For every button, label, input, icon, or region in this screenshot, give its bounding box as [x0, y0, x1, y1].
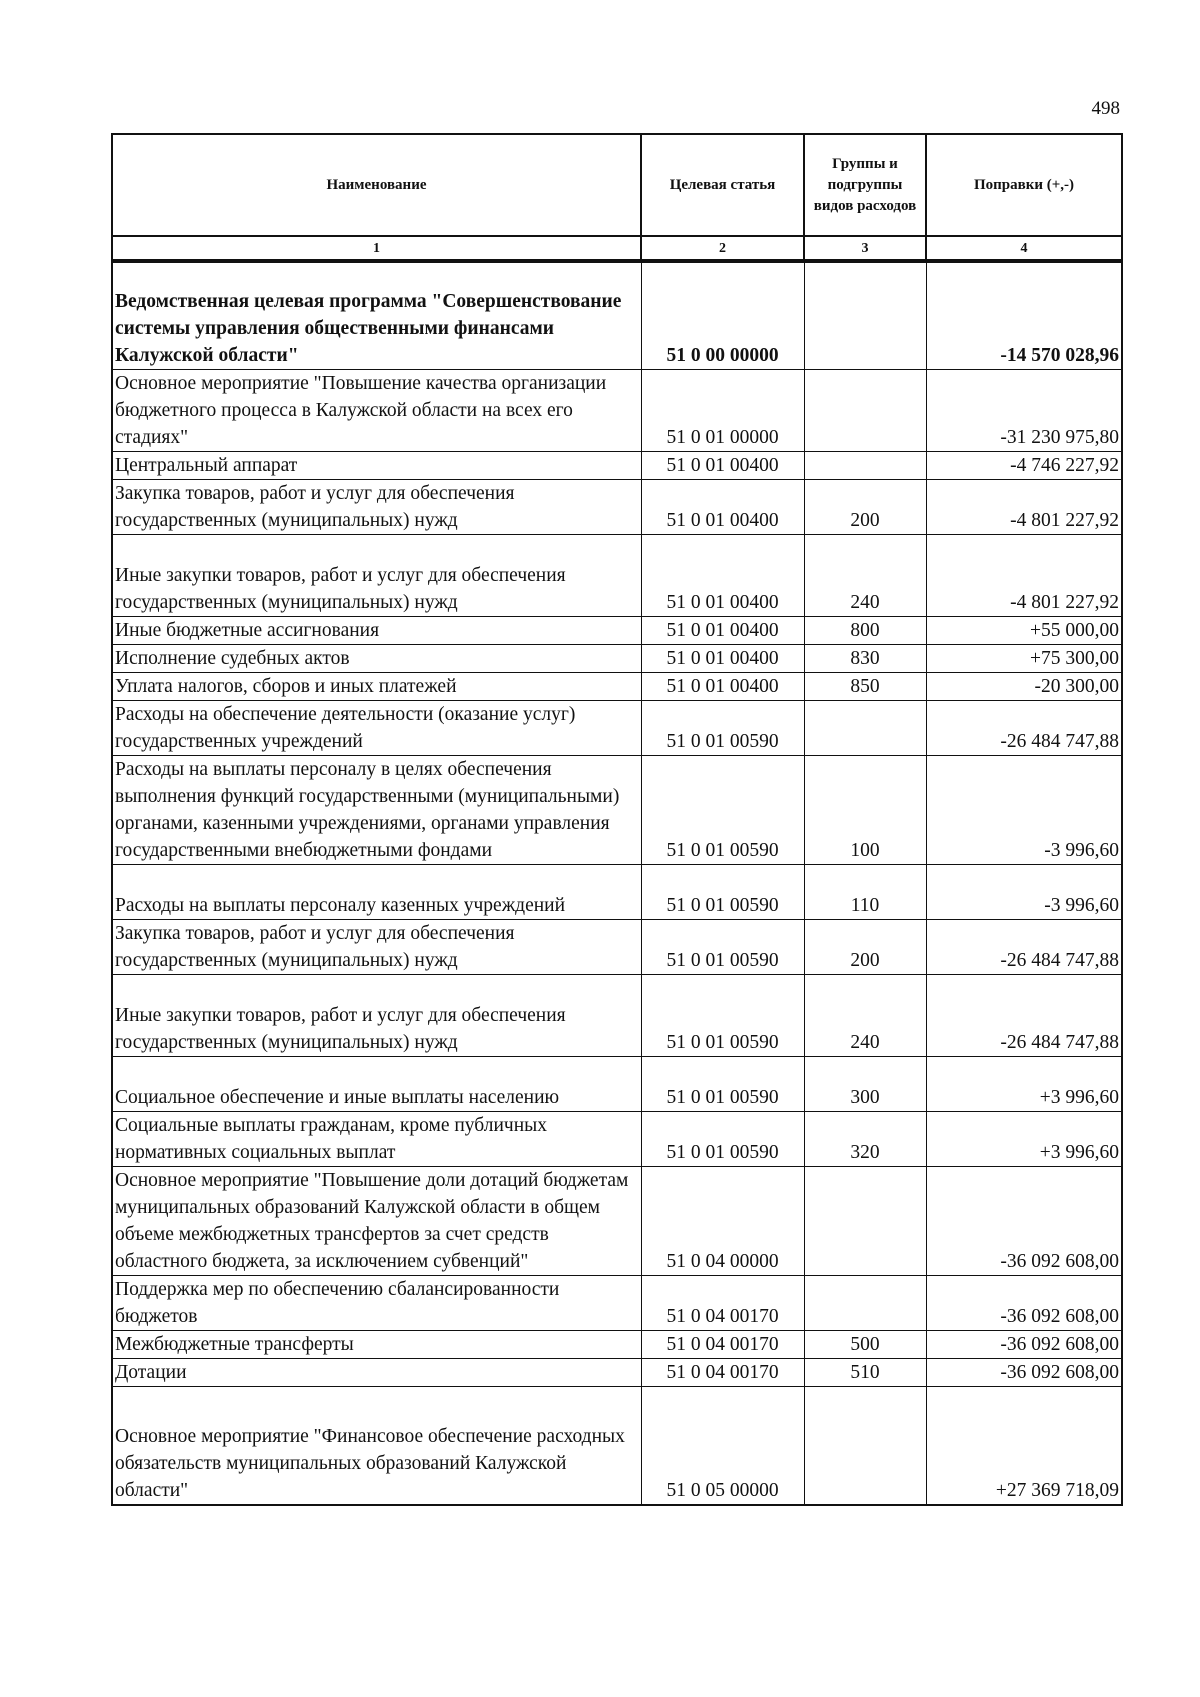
row-name: Иные закупки товаров, работ и услуг для обеспечения государственных (муниципальных) нужд: [112, 535, 641, 617]
row-amendment-amount: -26 484 747,88: [926, 975, 1122, 1057]
row-amendment-amount: +75 300,00: [926, 645, 1122, 673]
row-name: Уплата налогов, сборов и иных платежей: [112, 673, 641, 701]
header-target-article: Целевая статья: [641, 134, 804, 236]
table-row: [112, 920, 1122, 975]
column-index-1: 1: [112, 236, 641, 261]
row-expense-group: 110: [804, 865, 926, 920]
table-row: [112, 1112, 1122, 1167]
table-row: [112, 452, 1122, 480]
row-target-article: 51 0 01 00400: [641, 617, 804, 645]
table-row: [112, 1057, 1122, 1112]
row-target-article: 51 0 01 00590: [641, 1112, 804, 1167]
table-row: [112, 975, 1122, 1057]
row-target-article: 51 0 04 00170: [641, 1359, 804, 1387]
table-row: [112, 1387, 1122, 1506]
row-name: Основное мероприятие "Повышение доли дотаций бюджетам муниципальных образований Калужской области в общем объеме межбюджетных трансфертов за счет средств областного бюджета, за исключением субвенций": [112, 1167, 641, 1276]
row-expense-group: [804, 1167, 926, 1276]
row-name: Межбюджетные трансферты: [112, 1331, 641, 1359]
row-amendment-amount: -26 484 747,88: [926, 920, 1122, 975]
column-index-2: 2: [641, 236, 804, 261]
column-index-3: 3: [804, 236, 926, 261]
row-name: Центральный аппарат: [112, 452, 641, 480]
row-target-article: 51 0 01 00400: [641, 452, 804, 480]
row-amendment-amount: -31 230 975,80: [926, 370, 1122, 452]
row-amendment-amount: -4 801 227,92: [926, 535, 1122, 617]
row-target-article: 51 0 04 00000: [641, 1167, 804, 1276]
row-name: Основное мероприятие "Финансовое обеспечение расходных обязательств муниципальных образований Калужской области": [112, 1387, 641, 1506]
row-amendment-amount: +3 996,60: [926, 1112, 1122, 1167]
table-row: [112, 645, 1122, 673]
row-name: Поддержка мер по обеспечению сбалансированности бюджетов: [112, 1276, 641, 1331]
table-row: [112, 1276, 1122, 1331]
row-amendment-amount: -14 570 028,96: [926, 261, 1122, 370]
row-amendment-amount: -3 996,60: [926, 865, 1122, 920]
row-target-article: 51 0 01 00590: [641, 920, 804, 975]
table-row: [112, 1359, 1122, 1387]
budget-amendments-table: [111, 133, 1123, 1506]
table-row: [112, 480, 1122, 535]
table-row: [112, 617, 1122, 645]
table-row: [112, 370, 1122, 452]
row-expense-group: 200: [804, 920, 926, 975]
row-expense-group: 240: [804, 975, 926, 1057]
row-target-article: 51 0 00 00000: [641, 261, 804, 370]
row-expense-group: [804, 1276, 926, 1331]
row-target-article: 51 0 01 00000: [641, 370, 804, 452]
table-row: [112, 756, 1122, 865]
row-amendment-amount: -3 996,60: [926, 756, 1122, 865]
row-target-article: 51 0 04 00170: [641, 1276, 804, 1331]
row-expense-group: [804, 261, 926, 370]
row-expense-group: 510: [804, 1359, 926, 1387]
row-target-article: 51 0 01 00590: [641, 1057, 804, 1112]
table-row: [112, 865, 1122, 920]
row-expense-group: 850: [804, 673, 926, 701]
page-number: 498: [1091, 98, 1120, 119]
row-name: Иные бюджетные ассигнования: [112, 617, 641, 645]
table-body: [112, 261, 1122, 1505]
row-target-article: 51 0 04 00170: [641, 1331, 804, 1359]
table-row: [112, 1167, 1122, 1276]
row-target-article: 51 0 01 00590: [641, 975, 804, 1057]
row-target-article: 51 0 01 00590: [641, 865, 804, 920]
row-name: Расходы на выплаты персоналу казенных учреждений: [112, 865, 641, 920]
row-expense-group: 240: [804, 535, 926, 617]
row-amendment-amount: +55 000,00: [926, 617, 1122, 645]
row-amendment-amount: -4 801 227,92: [926, 480, 1122, 535]
row-expense-group: 300: [804, 1057, 926, 1112]
row-amendment-amount: +3 996,60: [926, 1057, 1122, 1112]
row-amendment-amount: -26 484 747,88: [926, 701, 1122, 756]
row-name: Социальные выплаты гражданам, кроме публичных нормативных социальных выплат: [112, 1112, 641, 1167]
header-name: Наименование: [112, 134, 641, 236]
row-amendment-amount: -36 092 608,00: [926, 1276, 1122, 1331]
table-row: [112, 701, 1122, 756]
row-target-article: 51 0 05 00000: [641, 1387, 804, 1506]
row-target-article: 51 0 01 00590: [641, 756, 804, 865]
table-row: [112, 673, 1122, 701]
row-name: Ведомственная целевая программа "Совершенствование системы управления общественными финансами Калужской области": [112, 261, 641, 370]
row-expense-group: [804, 452, 926, 480]
row-expense-group: [804, 370, 926, 452]
column-index-4: 4: [926, 236, 1122, 261]
row-amendment-amount: -36 092 608,00: [926, 1359, 1122, 1387]
row-name: Основное мероприятие "Повышение качества организации бюджетного процесса в Калужской области на всех его стадиях": [112, 370, 641, 452]
row-name: Закупка товаров, работ и услуг для обеспечения государственных (муниципальных) нужд: [112, 480, 641, 535]
row-name: Расходы на обеспечение деятельности (оказание услуг) государственных учреждений: [112, 701, 641, 756]
row-target-article: 51 0 01 00400: [641, 535, 804, 617]
table-row: [112, 535, 1122, 617]
row-expense-group: 320: [804, 1112, 926, 1167]
table-row: [112, 1331, 1122, 1359]
row-target-article: 51 0 01 00400: [641, 480, 804, 535]
header-expense-group: Группы и подгруппы видов расходов: [804, 134, 926, 236]
row-amendment-amount: -20 300,00: [926, 673, 1122, 701]
row-name: Закупка товаров, работ и услуг для обеспечения государственных (муниципальных) нужд: [112, 920, 641, 975]
row-amendment-amount: +27 369 718,09: [926, 1387, 1122, 1506]
row-name: Расходы на выплаты персоналу в целях обеспечения выполнения функций государственными (муниципальными) органами, казенными учреждениями, органами управления государственными внебюджетными фондами: [112, 756, 641, 865]
row-target-article: 51 0 01 00590: [641, 701, 804, 756]
row-target-article: 51 0 01 00400: [641, 645, 804, 673]
row-expense-group: [804, 1387, 926, 1506]
row-name: Исполнение судебных актов: [112, 645, 641, 673]
row-expense-group: [804, 701, 926, 756]
header-amendments: Поправки (+,-): [926, 134, 1122, 236]
row-target-article: 51 0 01 00400: [641, 673, 804, 701]
table-row: [112, 261, 1122, 370]
row-expense-group: 830: [804, 645, 926, 673]
row-name: Иные закупки товаров, работ и услуг для обеспечения государственных (муниципальных) нужд: [112, 975, 641, 1057]
row-expense-group: 200: [804, 480, 926, 535]
row-name: Дотации: [112, 1359, 641, 1387]
row-amendment-amount: -36 092 608,00: [926, 1167, 1122, 1276]
column-index-row: [112, 236, 1122, 261]
row-expense-group: 800: [804, 617, 926, 645]
row-amendment-amount: -4 746 227,92: [926, 452, 1122, 480]
row-amendment-amount: -36 092 608,00: [926, 1331, 1122, 1359]
row-expense-group: 100: [804, 756, 926, 865]
table-header-row: [112, 134, 1122, 236]
row-name: Социальное обеспечение и иные выплаты населению: [112, 1057, 641, 1112]
row-expense-group: 500: [804, 1331, 926, 1359]
